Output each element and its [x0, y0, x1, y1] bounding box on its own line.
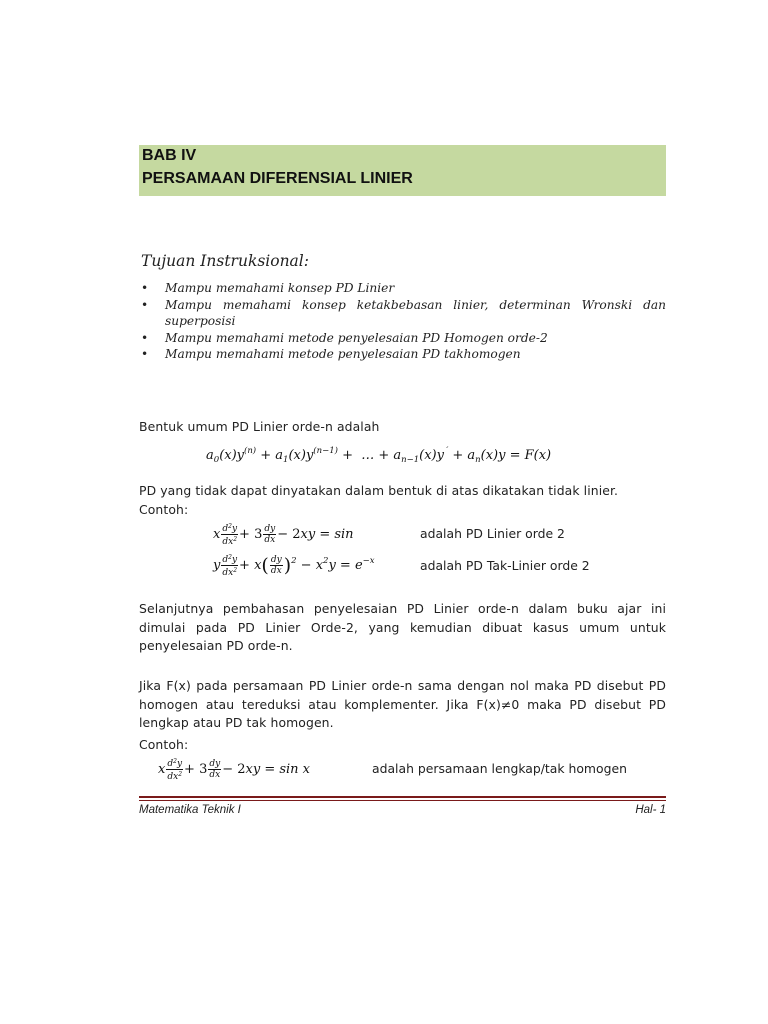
chapter-header: [139, 145, 666, 196]
footer-course: Matematika Teknik I: [139, 804, 241, 816]
intro-text: Bentuk umum PD Linier orde-n adalah: [139, 419, 380, 434]
example-desc-1: adalah PD Linier orde 2: [420, 526, 565, 541]
objectives-title: Tujuan Instruksional:: [141, 252, 309, 270]
bullet-icon: •: [141, 297, 149, 312]
example-desc-3: adalah persamaan lengkap/tak homogen: [372, 761, 627, 776]
example-equation-2: y $\frac{d^2y}{dx^2}$ + x( $\frac{dy}{dx}$ )$^2 - x^2y = e^{-x}$: [213, 554, 375, 578]
objective-item: • Mampu memahami metode penyelesaian PD takhomogen: [141, 347, 521, 361]
paragraph-3: Jika F(x) pada persamaan PD Linier orde-n sama dengan nol maka PD disebut PD homogen atau tereduksi atau komplementer. Jika F(x)≠0 maka PD disebut PD lengkap atau PD tak homogen.: [139, 678, 666, 730]
bullet-icon: •: [141, 281, 149, 295]
contoh-label-2: Contoh:: [139, 737, 189, 752]
chapter-title: PERSAMAAN DIFERENSIAL LINIER: [142, 170, 413, 187]
footer-rule: [139, 796, 666, 798]
general-equation: $a_0(x)y^{(n)} + a_1(x)y^{(n-1)}$ + … + $a_{n-1}(x)y^´ + a_n(x)y = F(x)$: [206, 446, 552, 465]
objective-item: • Mampu memahami metode penyelesaian PD Homogen orde-2: [141, 330, 548, 345]
nonlinear-text: PD yang tidak dapat dinyatakan dalam bentuk di atas dikatakan tidak linier.: [139, 483, 619, 498]
footer-rule-thin: [139, 800, 666, 801]
objective-item: • Mampu memahami konsep PD Linier: [141, 281, 395, 295]
footer-page-number: Hal- 1: [635, 804, 666, 816]
bullet-icon: •: [141, 347, 149, 361]
contoh-label: Contoh:: [139, 502, 189, 517]
objective-item: • Mampu memahami konsep ketakbebasan linier, determinan Wronski dan superposisi: [141, 297, 666, 328]
example-equation-3: x $\frac{d^2y}{dx^2}$ + 3 $\frac{dy}{dx}$ − 2xy = sin x: [158, 758, 311, 782]
chapter-label: BAB IV: [142, 147, 197, 164]
paragraph-2: Selanjutnya pembahasan penyelesaian PD Linier orde-n dalam buku ajar ini dimulai pada PD Linier Orde-2, yang kemudian dibuat kasus umum untuk penyelesaian PD orde-n.: [139, 601, 666, 653]
example-desc-2: adalah PD Tak-Linier orde 2: [420, 558, 590, 573]
bullet-icon: •: [141, 330, 149, 345]
objectives-list: [141, 280, 666, 363]
example-equation-1: x $\frac{d^2y}{dx^2}$ + 3 $\frac{dy}{dx}$ − 2xy = sin: [213, 523, 354, 547]
